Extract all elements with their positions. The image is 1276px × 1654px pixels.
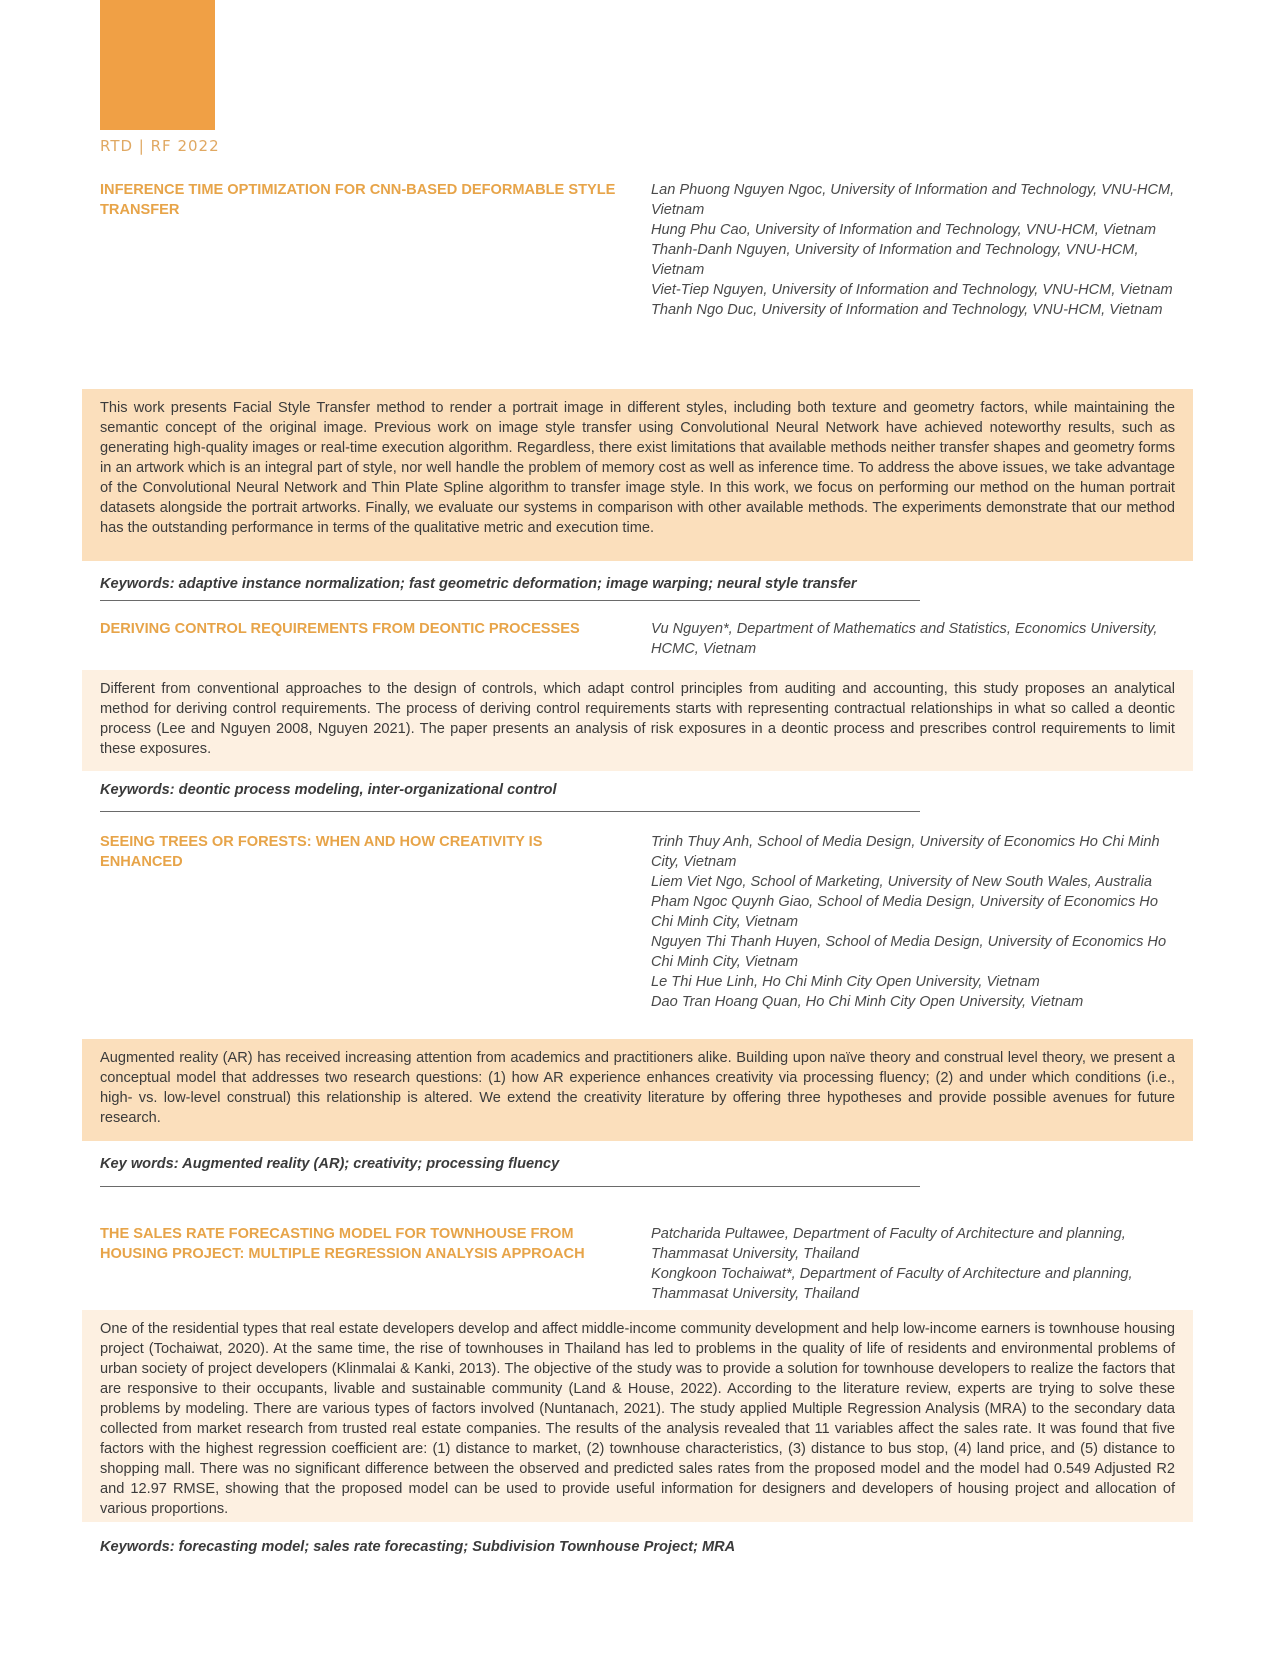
divider	[100, 1186, 920, 1187]
running-header: RTD | RF 2022	[100, 137, 220, 155]
paper-3-title: SEEING TREES OR FORESTS: WHEN AND HOW CREATIVITY IS ENHANCED	[100, 834, 543, 870]
paper-3-authors	[651, 832, 1176, 1012]
paper-3-keywords: Key words: Augmented reality (AR); creativity; processing fluency	[100, 1156, 560, 1172]
divider	[100, 600, 920, 601]
paper-3-abstract-box	[82, 1039, 1193, 1141]
paper-2-title: DERIVING CONTROL REQUIREMENTS FROM DEONTIC PROCESSES	[100, 621, 580, 637]
author: Trinh Thuy Anh, School of Media Design, University of Economics Ho Chi Minh City, Vietnam	[651, 834, 1160, 870]
author: Liem Viet Ngo, School of Marketing, University of New South Wales, Australia	[651, 874, 1153, 890]
author: Pham Ngoc Quynh Giao, School of Media Design, University of Economics Ho Chi Minh City, Vietnam	[651, 894, 1158, 930]
accent-block	[100, 0, 215, 130]
author: Viet-Tiep Nguyen, University of Information and Technology, VNU-HCM, Vietnam	[651, 282, 1173, 298]
paper-1-abstract: This work presents Facial Style Transfer method to render a portrait image in different styles, including both texture and geometry factors, while maintaining the semantic concept of the original image. Previous work on image style transfer using Convolutional Neural Network have achieved noteworthy results, such as generating high-quality images or real-time execution algorithm. Regardless, there exist limitations that available methods neither transfer shapes and geometry forms in an artwork which is an integral part of style, nor well handle the problem of memory cost as well as inference time. To address the above issues, we take advantage of the Convolutional Neural Network and Thin Plate Spline algorithm to transfer image style. In this work, we focus on performing our method on the human portrait datasets alongside the portrait artworks. Finally, we evaluate our systems in comparison with other available methods. The experiments demonstrate that our method has the outstanding performance in terms of the qualitative metric and execution time.	[100, 400, 1175, 536]
paper-3-abstract: Augmented reality (AR) has received increasing attention from academics and practitioners alike. Building upon naïve theory and construal level theory, we present a conceptual model that addresses two research questions: (1) how AR experience enhances creativity via processing fluency; (2) and under which conditions (i.e., high- vs. low-level construal) this relationship is altered. We extend the creativity literature by offering three hypotheses and provide possible avenues for future research.	[100, 1050, 1175, 1126]
author: Vu Nguyen*, Department of Mathematics and Statistics, Economics University, HCMC, Vietnam	[651, 621, 1158, 657]
author: Nguyen Thi Thanh Huyen, School of Media Design, University of Economics Ho Chi Minh City, Vietnam	[651, 934, 1167, 970]
paper-1-abstract-box	[82, 389, 1193, 561]
author: Dao Tran Hoang Quan, Ho Chi Minh City Open University, Vietnam	[651, 994, 1084, 1010]
author: Le Thi Hue Linh, Ho Chi Minh City Open University, Vietnam	[651, 974, 1040, 990]
paper-2-abstract-box	[82, 670, 1193, 771]
paper-2-authors	[651, 619, 1176, 659]
author: Hung Phu Cao, University of Information and Technology, VNU-HCM, Vietnam	[651, 222, 1157, 238]
paper-4-abstract: One of the residential types that real estate developers develop and affect middle-income community development and help low-income earners is townhouse housing project (Tochaiwat, 2020). At the same time, the rise of townhouses in Thailand has led to problems in the quality of life of residents and environmental problems of urban society of project developers (Klinmalai & Kanki, 2013). The objective of the study was to provide a solution for townhouse developers to realize the factors that are responsive to their occupants, livable and sustainable community (Land & House, 2022). According to the literature review, experts are trying to solve these problems by modeling. There are various types of factors involved (Nuntanach, 2021). The study applied Multiple Regression Analysis (MRA) to the secondary data collected from market research from trusted real estate companies. The results of the analysis revealed that 11 variables affect the sales rate. It was found that five factors with the highest regression coefficient are: (1) distance to market, (2) townhouse characteristics, (3) distance to bus stop, (4) land price, and (5) distance to shopping mall. There was no significant difference between the observed and predicted sales rates from the proposed model and the model had 0.549 Adjusted R2 and 12.97 RMSE, showing that the proposed model can be used to provide useful information for designers and developers of housing project and allocation of various proportions.	[100, 1321, 1175, 1517]
author: Lan Phuong Nguyen Ngoc, University of Information and Technology, VNU-HCM, Vietnam	[651, 182, 1175, 218]
paper-1-title: INFERENCE TIME OPTIMIZATION FOR CNN-BASED DEFORMABLE STYLE TRANSFER	[100, 182, 616, 218]
author: Kongkoon Tochaiwat*, Department of Faculty of Architecture and planning, Thammasat University, Thailand	[651, 1266, 1133, 1302]
paper-1-authors	[651, 180, 1176, 320]
author: Patcharida Pultawee, Department of Faculty of Architecture and planning, Thammasat University, Thailand	[651, 1226, 1126, 1262]
paper-4-title: THE SALES RATE FORECASTING MODEL FOR TOWNHOUSE FROM HOUSING PROJECT: MULTIPLE REGRESSION ANALYSIS APPROACH	[100, 1226, 585, 1262]
paper-1-keywords: Keywords: adaptive instance normalization; fast geometric deformation; image warping; neural style transfer	[100, 576, 857, 592]
paper-2-abstract: Different from conventional approaches to the design of controls, which adapt control principles from auditing and accounting, this study proposes an analytical method for deriving control requirements. The process of deriving control requirements starts with representing contractual relationships in what so called a deontic process (Lee and Nguyen 2008, Nguyen 2021). The paper presents an analysis of risk exposures in a deontic process and prescribes control requirements to limit these exposures.	[100, 681, 1175, 757]
author: Thanh-Danh Nguyen, University of Information and Technology, VNU-HCM, Vietnam	[651, 242, 1139, 278]
paper-2-keywords: Keywords: deontic process modeling, inter-organizational control	[100, 782, 557, 798]
paper-4-authors	[651, 1224, 1176, 1304]
author: Thanh Ngo Duc, University of Information and Technology, VNU-HCM, Vietnam	[651, 302, 1163, 318]
paper-4-abstract-box	[82, 1310, 1193, 1522]
divider	[100, 811, 920, 812]
paper-4-keywords: Keywords: forecasting model; sales rate forecasting; Subdivision Townhouse Project; MRA	[100, 1539, 736, 1555]
